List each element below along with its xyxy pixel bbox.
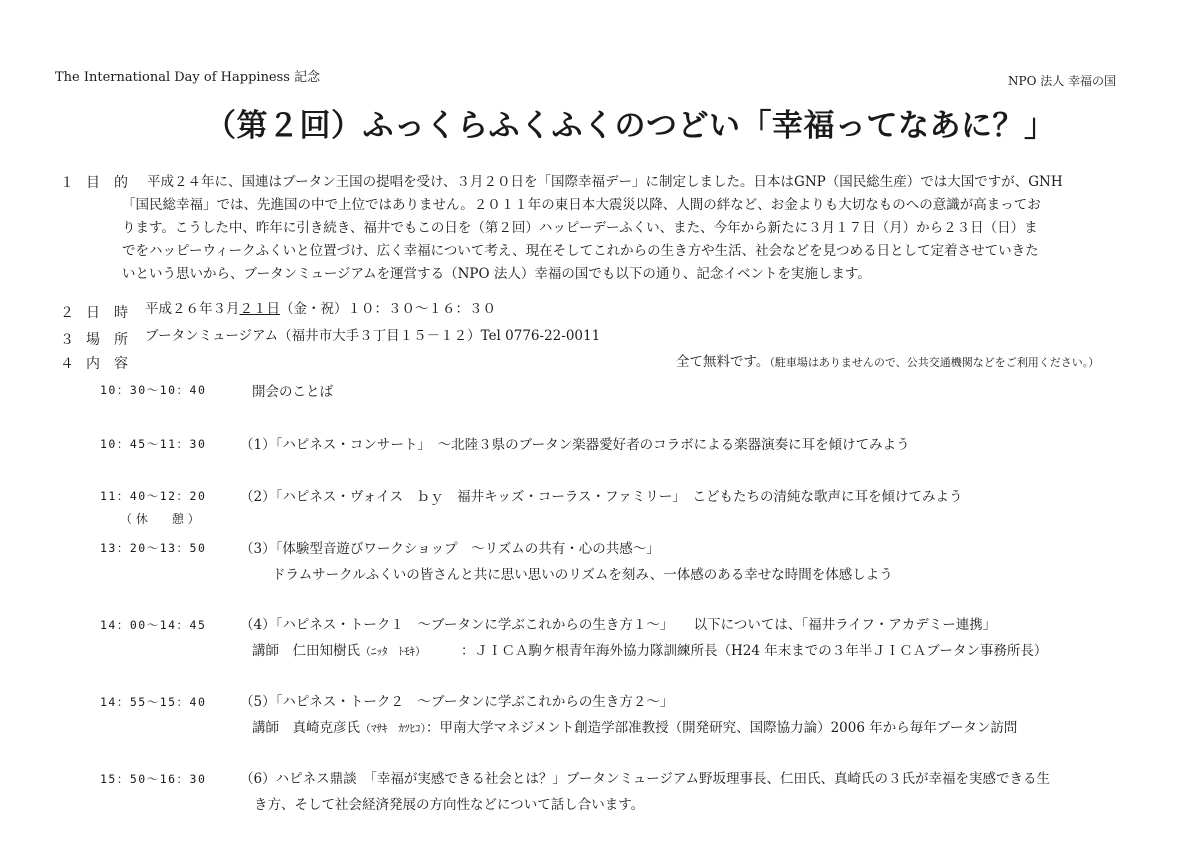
page-title: （第２回）ふっくらふくふくのつどい「幸福ってなあに？」 [205,108,1056,144]
lecturer-line [252,639,1047,659]
purpose-line: でをハッピーウィークふくいと位置づけ、広く幸福について考え、現在そしてこれからの生き方や生活、社会などを見つめる日として定着させていきた [122,243,1039,259]
datetime-prefix: 平成２６年３月 [145,301,240,317]
schedule-title: 開会のことば [252,384,333,400]
lecturer-kana: （ﾏｻｷ ｶﾂﾋｺ） [360,722,426,735]
lecturer-desc: ：ＪＩＣＡ駒ケ根青年海外協力隊訓練所長（H24 年末までの３年半ＪＩＣＡブータン事務所長） [461,643,1048,659]
lecturer-kana: （ﾆｯﾀ ﾄﾓｷ） [360,645,421,658]
purpose-line: いという思いから、ブータンミュージアムを運営する（NPO 法人）幸福の国でも以下の通り、記念イベントを実施します。 [122,266,871,282]
schedule-title-continued: き方、そして社会経済発展の方向性などについて話し合います。 [254,797,645,813]
schedule-time: 13：20〜13：50 [100,541,207,555]
schedule-time: 15：50〜16：30 [100,772,207,786]
purpose-line: ります。こうした中、昨年に引き続き、福井でもこの日を（第２回）ハッピーデーふくい、また、今年から新たに３月１７日（月）から２３日（日）ま [122,220,1038,236]
commemoration-label: The International Day of Happiness 記念 [55,70,321,85]
break-note: （ 休 憩 ） [120,512,200,526]
section-3-label: 場所 [86,332,142,348]
schedule-time: 10：30〜10：40 [100,383,207,397]
schedule-time: 14：00〜14：45 [100,618,207,632]
purpose-line: 平成２４年に、国連はブータン王国の提唱を受け、３月２０日を「国際幸福デー」に制定しました。日本はGNP（国民総生産）では大国ですが、GNH [147,174,1063,190]
section-4-number: ４ [60,356,74,372]
schedule-title: （3）「体験型音遊びワークショップ ～リズムの共有・心の共感～」 [240,541,660,557]
schedule-time: 10：45〜11：30 [100,437,207,451]
schedule-title: （5）「ハピネス・トーク２ ～ブータンに学ぶこれからの生き方２～」 [240,694,674,710]
schedule-title: （4）「ハピネス・トーク１ ～ブータンに学ぶこれからの生き方１～」 以下については、「福井ライフ・アカデミー連携」 [240,617,997,633]
section-3-number: ３ [60,332,74,348]
event-datetime [145,298,496,321]
schedule-title: （1）「ハピネス・コンサート」 ～北陸３県のブータン楽器愛好者のコラボによる楽器演奏に耳を傾けてみよう [240,437,910,453]
section-2-label: 日時 [86,305,142,321]
schedule-time: 11：40〜12：20 [100,489,207,503]
schedule-detail: ドラムサークルふくいの皆さんと共に思い思いのリズムを刻み、一体感のある幸せな時間を体感しよう [272,567,893,583]
lecturer-name: 仁田知樹氏 [292,643,360,659]
lecturer-label: 講師 [252,720,279,736]
lecturer-name: 真崎克彦氏 [292,720,360,736]
section-2-number: ２ [60,305,74,321]
datetime-day: ２１日 [239,301,280,317]
organizer-label: NPO 法人 幸福の国 [1008,74,1117,88]
section-1-number: １ [60,175,74,191]
purpose-line: 「国民総幸福」では、先進国の中で上位ではありません。２０１１年の東日本大震災以降、人間の絆など、お金よりも大切なものへの意識が高まってお [122,197,1041,213]
purpose-paragraph [122,171,1142,286]
parking-note: （駐車場はありませんので、公共交通機関などをご利用ください。） [769,356,1100,369]
lecturer-desc: ：甲南大学マネジメント創造学部准教授（開発研究、国際協力論）2006 年から毎年ブータン訪問 [426,720,1018,736]
schedule-time: 14：55〜15：40 [100,695,207,709]
section-4-label: 内容 [86,356,142,372]
section-1-label: 目的 [86,175,142,191]
datetime-suffix: （金・祝）１０：３０〜１６：３０ [280,301,496,317]
free-admission-note: 全て無料です。（駐車場はありませんので、公共交通機関などをご利用ください。） [676,354,1100,370]
lecturer-label: 講師 [252,643,279,659]
schedule-title: （2）「ハピネス・ヴォイス ｂｙ 福井キッズ・コーラス・ファミリー」 こどもたちの清純な歌声に耳を傾けてみよう [240,489,963,505]
schedule-title: （6）ハピネス鼎談 「幸福が実感できる社会とは？」ブータンミュージアム野坂理事長、仁田氏、真崎氏の３氏が幸福を実感できる生 [240,771,1050,787]
lecturer-line [252,716,1017,736]
event-place: ブータンミュージアム（福井市大手３丁目１５－１２）Tel 0776-22-0011 [145,328,601,344]
